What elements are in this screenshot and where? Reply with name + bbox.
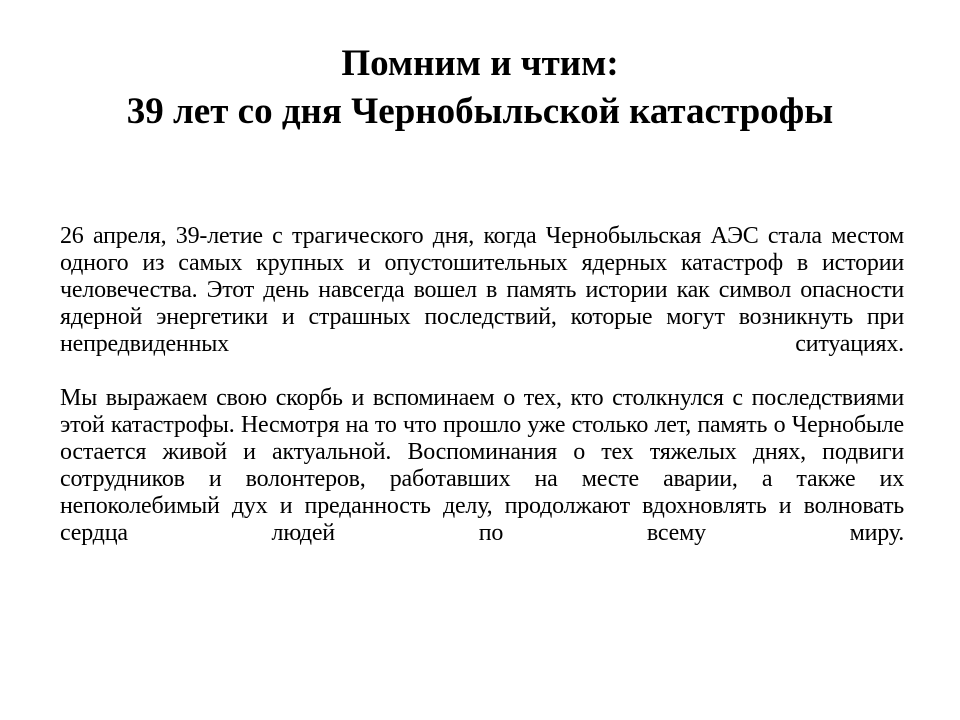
paragraph-2: Мы выражаем свою скорбь и вспоминаем о тех, кто столкнулся с последствиями этой катастрофы. Несмотря на то что прошло уже столько лет, память о Чернобыле остается живой и актуальной. Воспоминания о тех тяжелых днях, подвиги сотрудников и волонтеров, работавших на месте аварии, а также их непоколебимый дух и преданность делу, продолжают вдохновлять и волновать сердца людей по всему миру.	[60, 385, 904, 546]
paragraph-spacer	[60, 358, 904, 385]
slide-title	[40, 40, 920, 136]
paragraph-1: 26 апреля, 39-летие с трагического дня, когда Чернобыльская АЭС стала местом одного из самых крупных и опустошительных ядерных катастроф в истории человечества. Этот день навсегда вошел в память истории как символ опасности ядерной энергетики и страшных последствий, которые могут возникнуть при непредвиденных ситуациях.	[60, 223, 904, 357]
title-line-1: Помним и чтим:	[341, 43, 619, 84]
title-line-2: 39 лет со дня Чернобыльской катастрофы	[126, 91, 834, 132]
slide-body	[60, 223, 904, 547]
